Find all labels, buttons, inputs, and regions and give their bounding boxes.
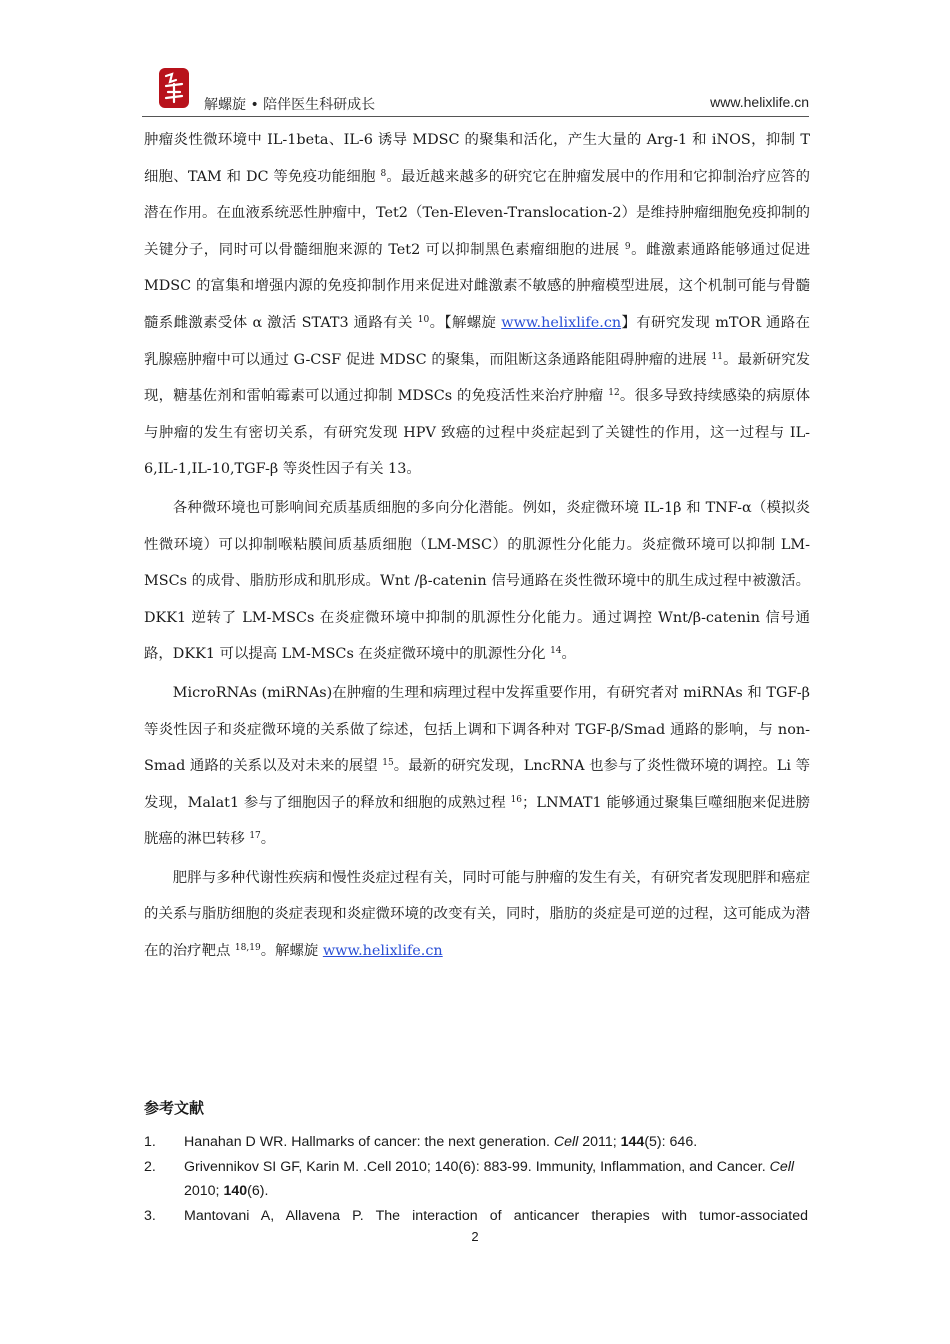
- paragraph-2: 各种微环境也可影响间充质基质细胞的多向分化潜能。例如，炎症微环境 IL-1β 和 TNF-α（模拟炎性微环境）可以抑制喉粘膜间质基质细胞（LM-MSC）的肌源性分化能力。炎症微环境可以抑制 LM-MSCs 的成骨、脂肪形成和肌形成。Wnt /β-catenin 信号通路在炎性微环境中的肌生成过程中被激活。DKK1 逆转了 LM-MSCs 在炎症微环境中抑制的肌源性分化能力。通过调控 Wnt/β-catenin 信号通路，DKK1 可以提高 LM-MSCs 在炎症微环境中的肌源性分化 $^{14}$。: [144, 499, 810, 663]
- citation: 16: [510, 794, 523, 805]
- reference-item: 2. Grivennikov SI GF, Karin M. .Cell 2010; 140(6): 883-99. Immunity, Inflammation, and Cancer. Cell 2010; 140(6).: [144, 1158, 795, 1199]
- citation: 18,19: [234, 943, 261, 954]
- header-slogan: 解螺旋 • 陪伴医生科研成长: [204, 97, 376, 113]
- paragraph-1: 肿瘤炎性微环境中 IL-1beta、IL-6 诱导 MDSC 的聚集和活化，产生大量的 Arg-1 和 iNOS，抑制 T 细胞、TAM 和 DC 等免疫功能细胞 $^8$。最近越来越多的研究它在肿瘤发展中的作用和它抑制治疗应答的潜在作用。在血液系统恶性肿瘤中，Tet2（Ten-Eleven-Translocation-2）是维持肿瘤细胞免疫抑制的关键分子，同时可以骨髓细胞来源的 Tet2 可以抑制黑色素瘤细胞的进展 $^9$。雌激素通路能够通过促进 MDSC 的富集和增强内源的免疫抑制作用来促进对雌激素不敏感的肿瘤模型进展，这个机制可能与骨髓髓系雌激素受体 α 激活 STAT3 通路有关 $^{10}$。【解螺旋 www.helixlife.cn】有研究发现 mTOR 通路在乳腺癌肿瘤中可以通过 G-CSF 促进 MDSC 的聚集，而阻断这条通路能阻碍肿瘤的进展 $^{11}$。最新研究发现，糖基佐剂和雷帕霉素可以通过抑制 MDSCs 的免疫活性来治疗肿瘤 $^{12}$。很多导致持续感染的病原体与肿瘤的发生有密切关系，有研究发现 HPV 致癌的过程中炎症起到了关键性的作用，这一过程与 IL-6,IL-1,IL-10,TGF-β 等炎性因子有关 13。: [144, 132, 811, 478]
- citation: 12: [608, 388, 620, 399]
- citation: 15: [382, 758, 394, 769]
- citation: 8: [380, 168, 387, 179]
- citation: 14: [550, 646, 562, 657]
- references-heading: 参考文献: [144, 1099, 205, 1117]
- citation: 9: [624, 241, 631, 252]
- reference-item: 3. Mantovani A, Allavena P. The interaction of anticancer therapies with tumor-associated: [144, 1207, 808, 1224]
- references-list: [144, 1130, 808, 1228]
- helixlife-seal-logo: [156, 66, 192, 110]
- page-number: 2: [471, 1229, 479, 1244]
- citation: 17: [249, 831, 261, 842]
- helixlife-link[interactable]: www.helixlife.cn: [322, 943, 443, 960]
- citation: 10: [417, 314, 430, 325]
- helixlife-link[interactable]: www.helixlife.cn: [501, 314, 622, 331]
- reference-item: 1. Hanahan D WR. Hallmarks of cancer: the next generation. Cell 2011; 144(5): 646.: [144, 1134, 698, 1150]
- paragraph-4: 肥胖与多种代谢性疾病和慢性炎症过程有关，同时可能与肿瘤的发生有关，有研究者发现肥胖和癌症的关系与脂肪细胞的炎症表现和炎症微环境的改变有关，同时，脂肪的炎症是可逆的过程，这可能成为潜在的治疗靶点 $^{18,19}$。解螺旋 www.helixlife.cn: [144, 869, 810, 960]
- article-body: [144, 122, 810, 970]
- citation: 11: [711, 351, 723, 362]
- page-header: [142, 62, 809, 117]
- header-website[interactable]: www.helixlife.cn: [710, 94, 809, 110]
- paragraph-3: MicroRNAs (miRNAs)在肿瘤的生理和病理过程中发挥重要作用，有研究者对 miRNAs 和 TGF-β 等炎性因子和炎症微环境的关系做了综述，包括上调和下调各种对 TGF-β/Smad 通路的影响，与 non-Smad 通路的关系以及对未来的展望 $^{15}$。最新的研究发现，LncRNA 也参与了炎性微环境的调控。Li 等发现，Malat1 参与了细胞因子的释放和细胞的成熟过程 $^{16}$；LNMAT1 能够通过聚集巨噬细胞来促进膀胱癌的淋巴转移 $^{17}$。: [144, 684, 810, 848]
